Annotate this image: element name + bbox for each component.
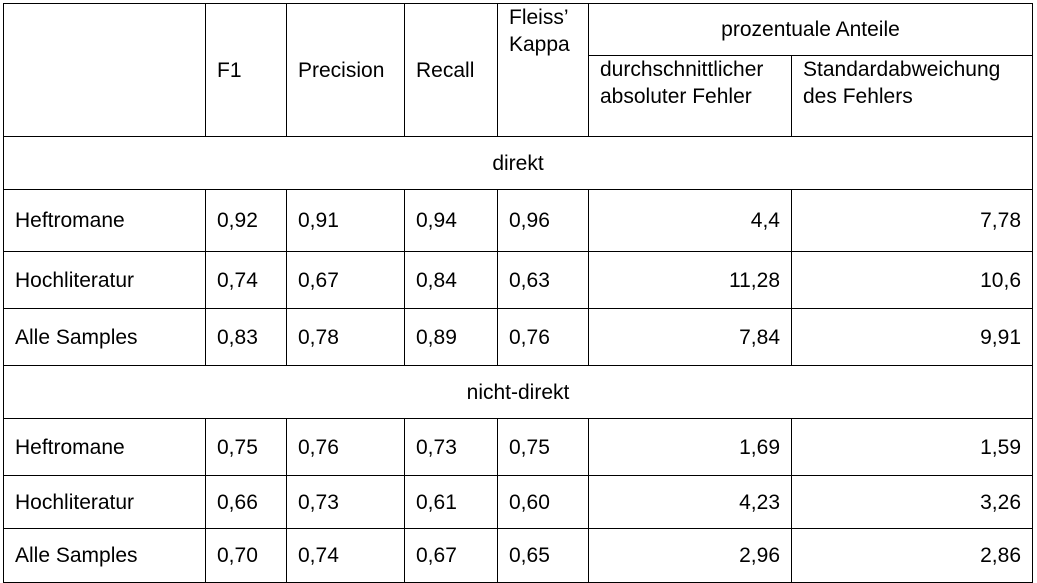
cell-precision: 0,74 — [287, 529, 405, 583]
header-std-line2: des Fehlers — [803, 85, 913, 108]
cell-recall: 0,94 — [405, 190, 498, 252]
cell-precision: 0,78 — [287, 309, 405, 366]
header-mae-line1: durchschnittlicher — [600, 58, 764, 81]
cell-recall: 0,61 — [405, 476, 498, 529]
section-title: nicht-direkt — [4, 366, 1033, 419]
cell-kappa: 0,63 — [498, 252, 589, 309]
header-percent-group: prozentuale Anteile — [589, 4, 1033, 56]
table-row — [4, 476, 1033, 529]
cell-precision: 0,91 — [287, 190, 405, 252]
section-row-direkt — [4, 137, 1033, 190]
header-recall: Recall — [405, 4, 498, 137]
row-label: Alle Samples — [4, 309, 206, 366]
header-kappa-line2: Kappa — [509, 33, 570, 56]
row-label: Hochliteratur — [4, 476, 206, 529]
header-std-error — [792, 56, 1033, 137]
header-std-line1: Standardabweichung — [803, 58, 1001, 81]
header-kappa-line1: Fleiss’ — [509, 6, 569, 29]
header-row-top — [4, 4, 1033, 56]
cell-kappa: 0,96 — [498, 190, 589, 252]
cell-recall: 0,84 — [405, 252, 498, 309]
cell-std: 2,86 — [792, 529, 1033, 583]
cell-std: 9,91 — [792, 309, 1033, 366]
table-row — [4, 529, 1033, 583]
cell-std: 1,59 — [792, 419, 1033, 476]
table-row — [4, 309, 1033, 366]
cell-mae: 7,84 — [589, 309, 792, 366]
cell-std: 3,26 — [792, 476, 1033, 529]
cell-recall: 0,89 — [405, 309, 498, 366]
header-mae-line2: absoluter Fehler — [600, 85, 752, 108]
section-title: direkt — [4, 137, 1033, 190]
header-mean-absolute-error — [589, 56, 792, 137]
table-row — [4, 252, 1033, 309]
cell-f1: 0,83 — [206, 309, 287, 366]
cell-std: 7,78 — [792, 190, 1033, 252]
header-f1: F1 — [206, 4, 287, 137]
cell-precision: 0,76 — [287, 419, 405, 476]
cell-mae: 11,28 — [589, 252, 792, 309]
cell-kappa: 0,75 — [498, 419, 589, 476]
header-precision: Precision — [287, 4, 405, 137]
cell-kappa: 0,76 — [498, 309, 589, 366]
table-row — [4, 190, 1033, 252]
cell-mae: 2,96 — [589, 529, 792, 583]
row-label: Heftromane — [4, 419, 206, 476]
header-empty-cell — [4, 4, 206, 137]
cell-mae: 4,23 — [589, 476, 792, 529]
cell-f1: 0,66 — [206, 476, 287, 529]
cell-precision: 0,73 — [287, 476, 405, 529]
header-fleiss-kappa — [498, 4, 589, 137]
cell-recall: 0,67 — [405, 529, 498, 583]
cell-f1: 0,74 — [206, 252, 287, 309]
cell-mae: 4,4 — [589, 190, 792, 252]
row-label: Hochliteratur — [4, 252, 206, 309]
cell-std: 10,6 — [792, 252, 1033, 309]
cell-precision: 0,67 — [287, 252, 405, 309]
cell-recall: 0,73 — [405, 419, 498, 476]
results-table — [3, 3, 1033, 583]
cell-mae: 1,69 — [589, 419, 792, 476]
cell-f1: 0,75 — [206, 419, 287, 476]
section-row-nicht-direkt — [4, 366, 1033, 419]
cell-f1: 0,70 — [206, 529, 287, 583]
cell-kappa: 0,60 — [498, 476, 589, 529]
cell-f1: 0,92 — [206, 190, 287, 252]
table-row — [4, 419, 1033, 476]
cell-kappa: 0,65 — [498, 529, 589, 583]
row-label: Heftromane — [4, 190, 206, 252]
row-label: Alle Samples — [4, 529, 206, 583]
